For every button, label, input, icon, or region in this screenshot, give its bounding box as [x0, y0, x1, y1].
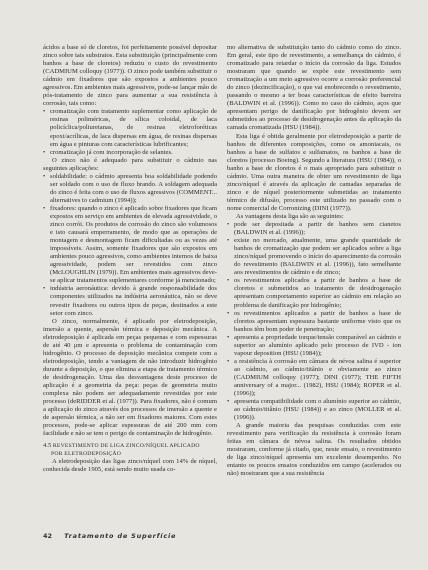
list-item: • fixadores: quando o zinco é aplicado sobre fixadores que ficam expostos em serviço em ambientes de elevada agressividade, o zinco corrói. Os produtos de corrosão do zinco são volumosos e isto causará emperramento, de modo que as operações de montagem e desmontagem ficam dificultadas ou as vezes até impossíveis. Assim, somente fixadores que são expostos em ambientes pouco agressivos, como ambientes internos de baixa agressividade, podem ser revestidos com zinco (McLOUGHLIN (1979)). Em ambientes mais agressivos deve-se aplicar tratamentos suplementares conforme já mencionado; — [43, 205, 217, 285]
section-title-cont: POR ELETRODEPOSIÇÃO — [51, 451, 122, 458]
list-item: • existe no mercado, atualmente, uma grande quantidade de banhos de cromatização que podem ser aplicados sobre a liga zinco/níquel promovendo o início do aparecimento da corrosão do revestimento (BALDWIN et al. (1996)), fato semelhante aos revestimentos de cádmio e de zinco; — [227, 237, 401, 277]
paragraph: ácidos a base só de cloretos, foi perfeitamente possível depositar zinco sobre tais substratos. Esta substituição (principalmente com banhos a base de cloretos) reduziu o custo do revestimento (CADMIUM colloquy (1977)). O zinco pode também substituir o cádmio em fixadores que são expostos a ambientes pouco agressivos. Em ambientes mais agressivos, pode-se lançar mão de pós-tratamento de zinco para aumentar a sua resistência à corrosão, tais como: — [43, 44, 217, 108]
bullet-list — [227, 221, 401, 422]
paragraph: A eletrodeposição das ligas zinco/níquel com 14% de níquel, conhecida desde 1905, está sendo muito usada co- — [43, 458, 217, 474]
list-item: • apresenta compatibilidade com o alumínio superior ao cádmio, ao cádmio/titânio (HSU (1984)) e ao zinco (MOLLER et al. (1996)). — [227, 398, 401, 422]
list-item: • cromatização com tratamento suplementar como aplicação de resinas poliméricas, de sílica coloidal, de laca policíclica/poliuretanas, de resinas eletroforéticas epoxi/acrílicas, de laca dispersas em água, de resinas dispersas em água e pinturas com características lubrificantes; — [43, 108, 217, 148]
list-item: • os revestimentos aplicados a partir de banhos a base de cloretos e submetidos ao tratamento de desidrogenação apresentam comportamento superior ao cádmio em relação ao problema de danificação por hidrogênio; — [227, 277, 401, 309]
paragraph: A grande maioria das pesquisas conduzidas com este revestimento para verificação da resistência à corrosão foram feitas em câmara de névoa salina. Os resultados obtidos mostraram, conforme já citado, que, neste ensaio, o revestimento de liga zinco/níquel apresenta um excelente desempenho. No entanto os poucos ensaios conduzidos em campo (acelerados ou não) mostraram que a sua resistência — [227, 422, 401, 478]
paragraph: Esta liga é obtida geralmente por eletrodeposição a partir de banhos de diferentes composições, como os amoniacais, os banhos a base de sulfatos e sulfamatos, os banhos a base de cloretos (processo Boeing). Segundo a literatura (HSU (1984)), o banho a base de cloretos é o mais apropriado para substituir o cádmio. Uma outra maneira de obter um revestimento de liga zinco/níquel é através da aplicação de camadas separadas de zinco e de níquel posteriormente submetidas ao tratamento térmico de difusão, processo este utilizado no passado com o nome comercial de Corronizing (DINI (1977)). — [227, 132, 401, 212]
list-item: • os revestimentos aplicados a partir de banhos a base de cloretos apresentam espessura bastante uniforme visto que os banhos têm bom poder de penetração; — [227, 310, 401, 334]
list-item: • pode ser depositada a partir de banhos sem cianetos (BALDWIN et al. (1996)); — [227, 221, 401, 237]
bullet-list — [43, 108, 217, 156]
list-item: • soldabilidade: o cádmio apresenta boa soldabilidade podendo ser soldado com o uso de fluxo brando. A soldagem adequada do zinco é feita com o uso de fluxos agressivos (COMMENT... alternatives to cadmium (1994)); — [43, 173, 217, 205]
list-item: • cromatização já com incorporação de selantes. — [43, 149, 217, 157]
paragraph: mo alternativa de substituição tanto do cádmio como do zinco. Em geral, este tipo de revestimento, a semelhança do cádmio, é cromatizado para retardar o início da corrosão da liga. Estudos mostraram que quando se expõe este revestimento sem cromatização a um meio agressivo ocorre a corrosão preferencial do zinco (dezincificação), o que vai enobrecendo o revestimento, passando o mesmo a ter boas características de efeito barreira (BALDWIN et al. (1996)). Como no caso do cádmio, aços que apresentam perigo de danificação por hidrogênio devem ser submetidos ao processo de desidrogenação antes da aplicação da camada cromatizada (HSU (1984)). — [227, 44, 401, 132]
section-title: REVESTIMENTO DE LIGA ZINCO/NÍQUEL APLICADO — [52, 443, 200, 450]
left-column — [43, 44, 217, 474]
page-number: 42 — [43, 532, 53, 540]
page-footer — [43, 532, 176, 540]
paragraph: O zinco não é adequado para substituir o cádmio nas seguintes aplicações: — [43, 156, 217, 172]
paragraph: As vantagens desta liga são as seguintes: — [236, 212, 344, 220]
list-item: • apresenta a propriedade torque/tensão comparável ao cádmio e superior ao alumínio aplicado pelo processo de IVD - ion vapour deposition (HSU (1984)); — [227, 334, 401, 358]
paragraph: O zinco, normalmente, é aplicado por eletrodeposição, imersão a quente, aspersão térmica e deposição mecânica. A eletrodeposição é aplicada em peças pequenas e com espessuras de até 40 μm e apresenta o problema de contaminação com hidrogênio. O processo de deposição mecânica compete com a eletrodeposição, tendo a vantagem de não introduzir hidrogênio durante a deposição, o que elimina a etapa de tratamento térmico de desidrogenação. Uma das desvantagens deste processo de aplicação é a geometria da peça: peças de geometria muito complexa não podem ser adequadamente revestidas por este processo (deRIDDER et al. (1977)). Para fixadores, não é comum a aplicação do zinco através dos processos de imersão a quente e de aspersão térmica, a não ser em fixadores maiores. Com estes processos, pode-se aplicar espessuras de até 200 mm com facilidade e não se tem o perigo de contaminação de hidrogênio. — [43, 317, 217, 438]
right-column — [227, 44, 401, 479]
section-number: 4.5 — [43, 442, 52, 450]
bullet-list — [43, 173, 217, 318]
section-heading — [43, 442, 217, 458]
list-item: • a resistência à corrosão em câmara de névoa salina é superior ao cádmio, ao cádmio/titânio e obviamente ao zinco (CADMIUM colloquy (1977); DINI (1977); THE FIFTH anniversary of a major... (1982), HSU (1984); ROPER et al. (1996)); — [227, 358, 401, 398]
journal-name: Tratamento de Superfície — [64, 532, 177, 540]
list-item: • indústria aeronáutica: devido à grande responsabilidade dos componentes utilizados na indústria aeronáutica, não se deve revestir fixadores ou outros tipos de peças, destinados a este setor com zinco. — [43, 285, 217, 317]
